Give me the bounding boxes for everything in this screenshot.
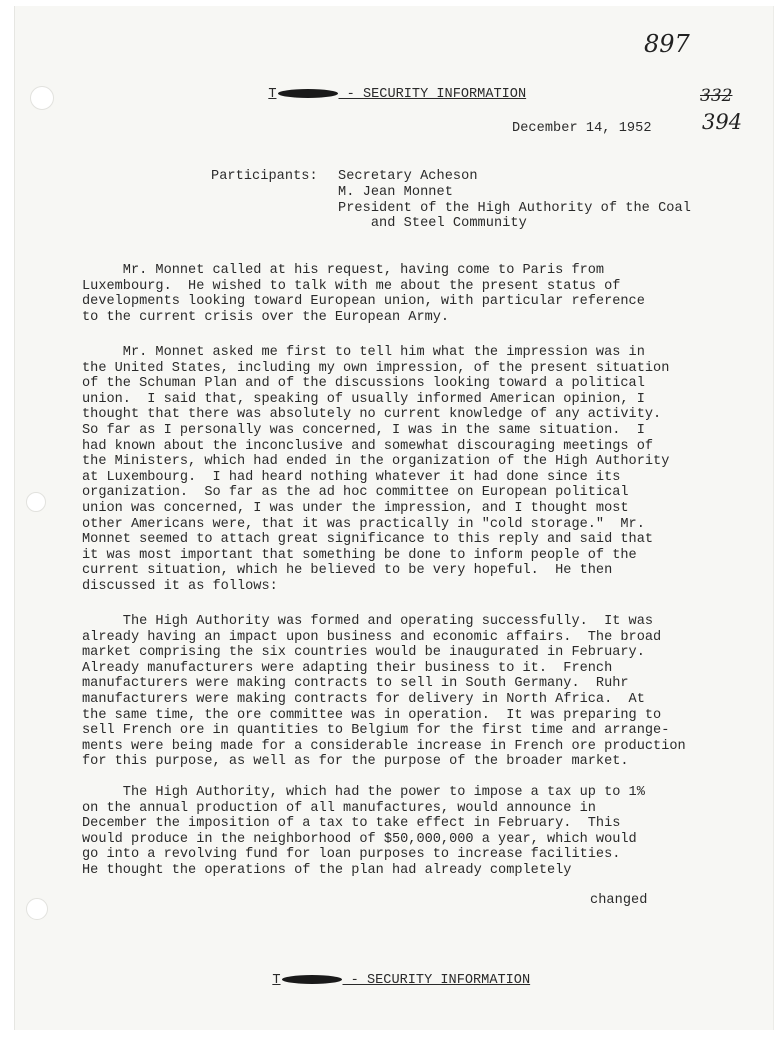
paragraph-line: sell French ore in quantities to Belgium for the first time and arrange- bbox=[82, 723, 670, 739]
paragraph-line: on the annual production of all manufactures, would announce in bbox=[82, 800, 596, 816]
catchword: changed bbox=[590, 893, 648, 908]
paragraph-line: manufacturers were making contracts to sell in South Germany. Ruhr bbox=[82, 676, 629, 692]
footer-classification: T - SECURITY INFORMATION bbox=[272, 973, 531, 988]
paragraph-line: current situation, which he believed to be very hopeful. He then bbox=[82, 563, 613, 579]
redaction-mark bbox=[282, 975, 342, 984]
paragraph-line: the same time, the ore committee was in operation. It was preparing to bbox=[82, 707, 662, 723]
paragraph-line: market comprising the six countries would be inaugurated in February. bbox=[82, 645, 645, 661]
paragraph-line: to the current crisis over the European Army. bbox=[82, 309, 450, 325]
body-paragraph-1 bbox=[82, 263, 702, 325]
paragraph-line: union was concerned, I was under the impression, and I thought most bbox=[82, 500, 629, 516]
paragraph-line: Luxembourg. He wished to talk with me about the present status of bbox=[82, 278, 621, 294]
paragraph-line: union. I said that, speaking of usually informed American opinion, I bbox=[82, 391, 645, 407]
paragraph-line: ments were being made for a considerable increase in French ore production bbox=[82, 738, 686, 754]
participant-line: President of the High Authority of the Coal bbox=[338, 201, 691, 216]
paragraph-line: organization. So far as the ad hoc committee on European political bbox=[82, 485, 629, 501]
paragraph-line: at Luxembourg. I had heard nothing whatever it had done since its bbox=[82, 469, 621, 485]
body-paragraph-2 bbox=[82, 345, 702, 595]
redaction-mark bbox=[278, 89, 338, 98]
punch-hole-middle bbox=[26, 492, 46, 512]
paragraph-line: had known about the inconclusive and somewhat discouraging meetings of bbox=[82, 438, 654, 454]
handwritten-page-number: 394 bbox=[702, 110, 743, 134]
participant-line: M. Jean Monnet bbox=[338, 185, 453, 200]
paragraph-line: discussed it as follows: bbox=[82, 578, 278, 594]
paragraph-line: of the Schuman Plan and of the discussions looking toward a political bbox=[82, 376, 645, 392]
paragraph-line: would produce in the neighborhood of $50,000,000 a year, which would bbox=[82, 831, 637, 847]
paragraph-line: The High Authority, which had the power to impose a tax up to 1% bbox=[82, 785, 645, 800]
paragraph-line: Already manufacturers were adapting their business to it. French bbox=[82, 660, 613, 676]
paragraph-line: the United States, including my own impression, of the present situation bbox=[82, 360, 670, 376]
paragraph-line: manufacturers were making contracts for delivery in North Africa. At bbox=[82, 691, 645, 707]
header-classification: T - SECURITY INFORMATION bbox=[268, 87, 527, 102]
paragraph-line: already having an impact upon business and economic affairs. The broad bbox=[82, 629, 662, 645]
paragraph-line: Mr. Monnet asked me first to tell him what the impression was in bbox=[82, 345, 645, 360]
paragraph-line: He thought the operations of the plan had already completely bbox=[82, 862, 572, 878]
paragraph-line: December the imposition of a tax to take effect in February. This bbox=[82, 816, 621, 832]
punch-hole-bottom bbox=[26, 898, 48, 920]
paragraph-line: Mr. Monnet called at his request, having come to Paris from bbox=[82, 263, 605, 278]
paragraph-line: thought that there was absolutely no current knowledge of any activity. bbox=[82, 407, 662, 423]
paragraph-line: other Americans were, that it was practically in "cold storage." Mr. bbox=[82, 516, 645, 532]
participant-line: and Steel Community bbox=[338, 216, 527, 231]
body-paragraph-4 bbox=[82, 785, 702, 879]
punch-hole-top bbox=[30, 86, 54, 110]
participant-line: Secretary Acheson bbox=[338, 169, 478, 184]
body-paragraph-3 bbox=[82, 614, 702, 770]
paragraph-line: developments looking toward European union, with particular reference bbox=[82, 294, 645, 310]
paragraph-line: for this purpose, as well as for the purpose of the broader market. bbox=[82, 754, 629, 770]
paragraph-line: The High Authority was formed and operating successfully. It was bbox=[82, 614, 654, 629]
paragraph-line: it was most important that something be done to inform people of the bbox=[82, 547, 637, 563]
paragraph-line: So far as I personally was concerned, I was in the same situation. I bbox=[82, 422, 645, 438]
document-date: December 14, 1952 bbox=[512, 121, 652, 136]
handwritten-doc-number: 897 bbox=[644, 30, 690, 58]
handwritten-old-page-number: 332 bbox=[700, 86, 733, 106]
paragraph-line: the Ministers, which had ended in the organization of the High Authority bbox=[82, 454, 670, 470]
participants-label: Participants: bbox=[211, 169, 318, 184]
paragraph-line: go into a revolving fund for loan purposes to increase facilities. bbox=[82, 847, 621, 863]
paragraph-line: Monnet seemed to attach great significance to this reply and said that bbox=[82, 532, 654, 548]
